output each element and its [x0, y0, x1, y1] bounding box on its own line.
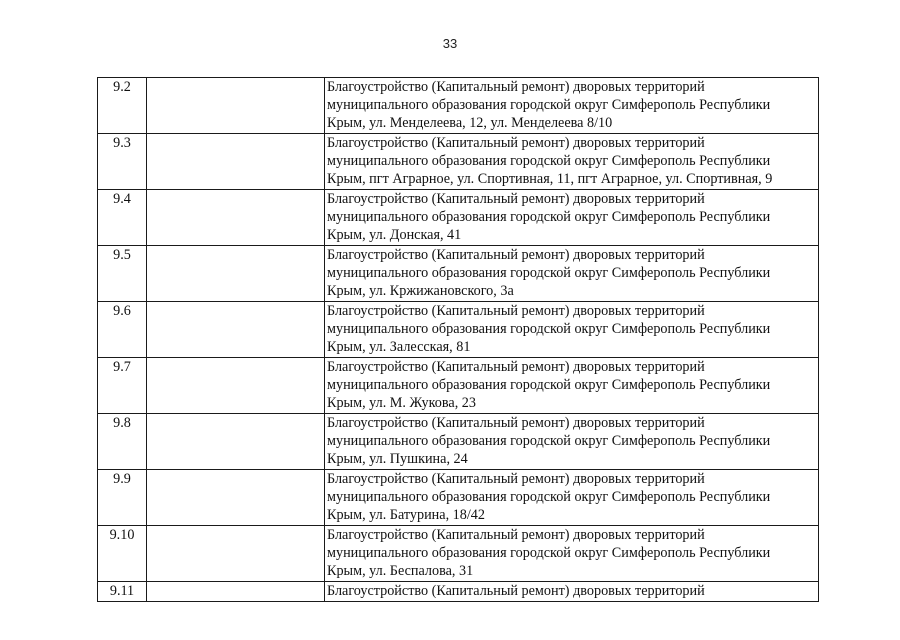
description-line: муниципального образования городской округ Симферополь Республики	[327, 209, 771, 225]
description-line: Благоустройство (Капитальный ремонт) дворовых территорий	[327, 415, 705, 431]
row-description	[325, 190, 819, 246]
page-number: 33	[442, 36, 458, 51]
table-row	[98, 414, 819, 470]
row-description	[325, 302, 819, 358]
description-line: муниципального образования городской округ Симферополь Республики	[327, 545, 771, 561]
table-row	[98, 134, 819, 190]
description-line: Крым, ул. Залесская, 81	[327, 339, 471, 355]
row-description	[325, 526, 819, 582]
empty-cell	[147, 134, 325, 190]
row-number: 9.7	[98, 358, 147, 414]
description-line: Крым, ул. Беспалова, 31	[327, 563, 474, 579]
description-line: муниципального образования городской округ Симферополь Республики	[327, 377, 771, 393]
row-number: 9.8	[98, 414, 147, 470]
empty-cell	[147, 302, 325, 358]
table-row	[98, 302, 819, 358]
description-line: Крым, ул. Пушкина, 24	[327, 451, 468, 467]
row-description	[325, 414, 819, 470]
description-line: Благоустройство (Капитальный ремонт) дворовых территорий	[327, 191, 705, 207]
description-line: Благоустройство (Капитальный ремонт) дворовых территорий	[327, 359, 705, 375]
table-row	[98, 78, 819, 134]
row-description	[325, 582, 819, 602]
row-description	[325, 246, 819, 302]
description-line: Благоустройство (Капитальный ремонт) дворовых территорий	[327, 527, 705, 543]
description-line: Крым, пгт Аграрное, ул. Спортивная, 11, пгт Аграрное, ул. Спортивная, 9	[327, 171, 773, 187]
description-line: муниципального образования городской округ Симферополь Республики	[327, 153, 771, 169]
description-line: Крым, ул. Донская, 41	[327, 227, 462, 243]
description-line: муниципального образования городской округ Симферополь Республики	[327, 489, 771, 505]
row-description	[325, 358, 819, 414]
description-line: Благоустройство (Капитальный ремонт) дворовых территорий	[327, 79, 705, 95]
empty-cell	[147, 78, 325, 134]
description-line: муниципального образования городской округ Симферополь Республики	[327, 433, 771, 449]
description-line: Крым, ул. М. Жукова, 23	[327, 395, 476, 411]
row-description	[325, 134, 819, 190]
description-line: Крым, ул. Менделеева, 12, ул. Менделеева 8/10	[327, 115, 613, 131]
works-table	[97, 77, 819, 602]
description-line: Благоустройство (Капитальный ремонт) дворовых территорий	[327, 135, 705, 151]
description-line: Благоустройство (Капитальный ремонт) дворовых территорий	[327, 471, 705, 487]
row-description	[325, 78, 819, 134]
row-description	[325, 470, 819, 526]
table-row	[98, 246, 819, 302]
table-row	[98, 190, 819, 246]
empty-cell	[147, 246, 325, 302]
row-number: 9.2	[98, 78, 147, 134]
row-number: 9.9	[98, 470, 147, 526]
empty-cell	[147, 414, 325, 470]
table-row	[98, 526, 819, 582]
table-row	[98, 582, 819, 602]
description-line: Крым, ул. Батурина, 18/42	[327, 507, 485, 523]
row-number: 9.10	[98, 526, 147, 582]
empty-cell	[147, 190, 325, 246]
description-line: Благоустройство (Капитальный ремонт) дворовых территорий	[327, 583, 705, 599]
description-line: Благоустройство (Капитальный ремонт) дворовых территорий	[327, 303, 705, 319]
empty-cell	[147, 358, 325, 414]
row-number: 9.6	[98, 302, 147, 358]
row-number: 9.4	[98, 190, 147, 246]
empty-cell	[147, 470, 325, 526]
description-line: Благоустройство (Капитальный ремонт) дворовых территорий	[327, 247, 705, 263]
row-number: 9.3	[98, 134, 147, 190]
row-number: 9.5	[98, 246, 147, 302]
empty-cell	[147, 582, 325, 602]
description-line: муниципального образования городской округ Симферополь Республики	[327, 97, 771, 113]
table-row	[98, 470, 819, 526]
description-line: муниципального образования городской округ Симферополь Республики	[327, 321, 771, 337]
empty-cell	[147, 526, 325, 582]
table-row	[98, 358, 819, 414]
description-line: муниципального образования городской округ Симферополь Республики	[327, 265, 771, 281]
row-number: 9.11	[98, 582, 147, 602]
description-line: Крым, ул. Кржижановского, 3а	[327, 283, 514, 299]
works-table-body	[98, 78, 819, 602]
